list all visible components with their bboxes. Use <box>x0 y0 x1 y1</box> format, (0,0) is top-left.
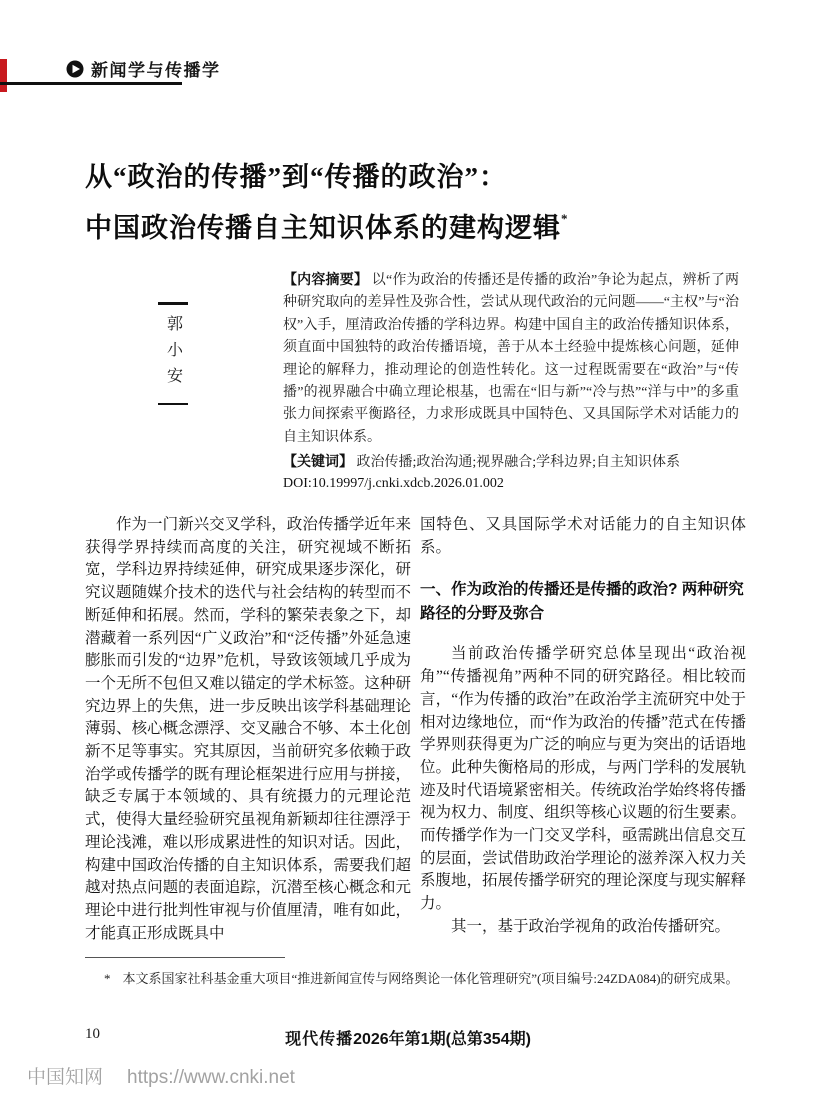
journal-logo: 现代传播 <box>285 1031 354 1048</box>
article-title-line2: 中国政治传播自主知识体系的建构逻辑 <box>85 213 561 243</box>
body-paragraph: 作为一门新兴交叉学科，政治传播学近年来获得学界持续而高度的关注，研究视域不断拓宽，学科边界持续延伸，研究成果逐步深化，研究议题随媒介技术的迭代与社会结构的转型而不断延伸和拓展。然而，学科的繁荣表象之下，却潜藏着一系列因“广义政治”和“泛传播”外延急速膨胀而引发的“边界”危机，导致该领域几乎成为一个无所不包但又难以锚定的学术标签。这种研究边界上的失焦，进一步反映出该学科基础理论薄弱、核心概念漂浮、交叉融合不够、本土化创新不足等事实。究其原因，当前研究多依赖于政治学或传播学的既有理论框架进行应用与拼接，缺乏专属于本领域的、具有统摄力的元理论范式，使得大量经验研究虽视角新颖却往往漂浮于理论浅滩，难以形成累进性的知识对话。因此，构建中国政治传播的自主知识体系，需要我们超越对热点问题的表面追踪，沉潜至核心概念和元理论中进行批判性审视与价值厘清，唯有如此，才能真正形成既具中 <box>85 516 411 942</box>
footnote-text: 本文系国家社科基金重大项目“推进新闻宣传与网络舆论一体化管理研究”(项目编号:24ZDA084)的研究成果。 <box>122 971 739 986</box>
watermark-site-name: 中国知网 <box>27 1067 104 1088</box>
body-paragraph: 其一，基于政治学视角的政治传播研究。 <box>451 917 731 935</box>
body-paragraph-continuation: 国特色、又具国际学术对话能力的自主知识体系。 <box>420 516 746 556</box>
author-block <box>152 302 194 405</box>
journal-footer <box>0 1026 816 1049</box>
cnki-watermark <box>27 1062 295 1089</box>
watermark-site-url: https://www.cnki.net <box>127 1067 295 1088</box>
play-circle-icon <box>66 60 84 78</box>
body-column-right <box>420 514 746 939</box>
keywords-label: 【关键词】 <box>283 453 353 469</box>
left-accent-bar <box>0 59 7 92</box>
article-title-line1: 从“政治的传播”到“传播的政治”： <box>85 162 507 192</box>
body-column-left <box>85 514 411 945</box>
article-title <box>85 156 645 249</box>
journal-issue: 2026年第1期(总第354期) <box>353 1031 531 1048</box>
section-badge <box>66 56 221 81</box>
author-name: 郭小安 <box>164 314 182 393</box>
footnote <box>104 969 740 989</box>
abstract-label: 【内容摘要】 <box>283 271 369 287</box>
abstract-text: 以“作为政治的传播还是传播的政治”争论为起点，辨析了两种研究取向的差异性及弥合性，尝试从现代政治的元问题——“主权”与“治权”入手，厘清政治传播的学科边界。构建中国自主的政治传播知识体系，须直面中国独特的政治传播语境，善于从本土经验中提炼核心问题，延伸理论的解释力，推动理论的创造性转化。这一过程既需要在“政治”与“传播”的视界融合中确立理论根基，也需在“旧与新”“冷与热”“洋与中”的多重张力间探索平衡路径，力求形成既具中国特色、又具国际学术对话能力的自主知识体系。 <box>283 273 739 445</box>
title-footnote-marker: * <box>561 211 569 226</box>
keywords <box>283 450 739 474</box>
abstract <box>283 268 739 449</box>
keywords-text: 政治传播;政治沟通;视界融合;学科边界;自主知识体系 <box>356 455 681 470</box>
body-paragraph: 当前政治传播学研究总体呈现出“政治视角”“传播视角”两种不同的研究路径。相比较而言，“作为传播的政治”在政治学主流研究中处于相对边缘地位，而“作为政治的传播”范式在传播学界则获得更为广泛的响应与更为突出的话语地位。此种失衡格局的形成，与两门学科的发展轨迹及时代语境紧密相关。传统政治学始终将传播视为权力、制度、组织等核心议题的衍生要素。而传播学作为一门交叉学科，亟需跳出信息交互的层面，尝试借助政治学理论的滋养深入权力关系腹地，拓展传播学研究的理论深度与现实解释力。 <box>420 645 746 913</box>
header-underline <box>0 82 182 85</box>
section-heading: 一、作为政治的传播还是传播的政治? 两种研究路径的分野及弥合 <box>420 581 744 623</box>
doi: DOI:10.19997/j.cnki.xdcb.2026.01.002 <box>283 476 504 491</box>
author-rule-bottom <box>158 403 188 406</box>
section-badge-label: 新闻学与传播学 <box>91 61 221 80</box>
page-number: 10 <box>85 1026 100 1042</box>
footnote-marker: * <box>104 971 111 986</box>
footnote-divider <box>85 957 285 958</box>
